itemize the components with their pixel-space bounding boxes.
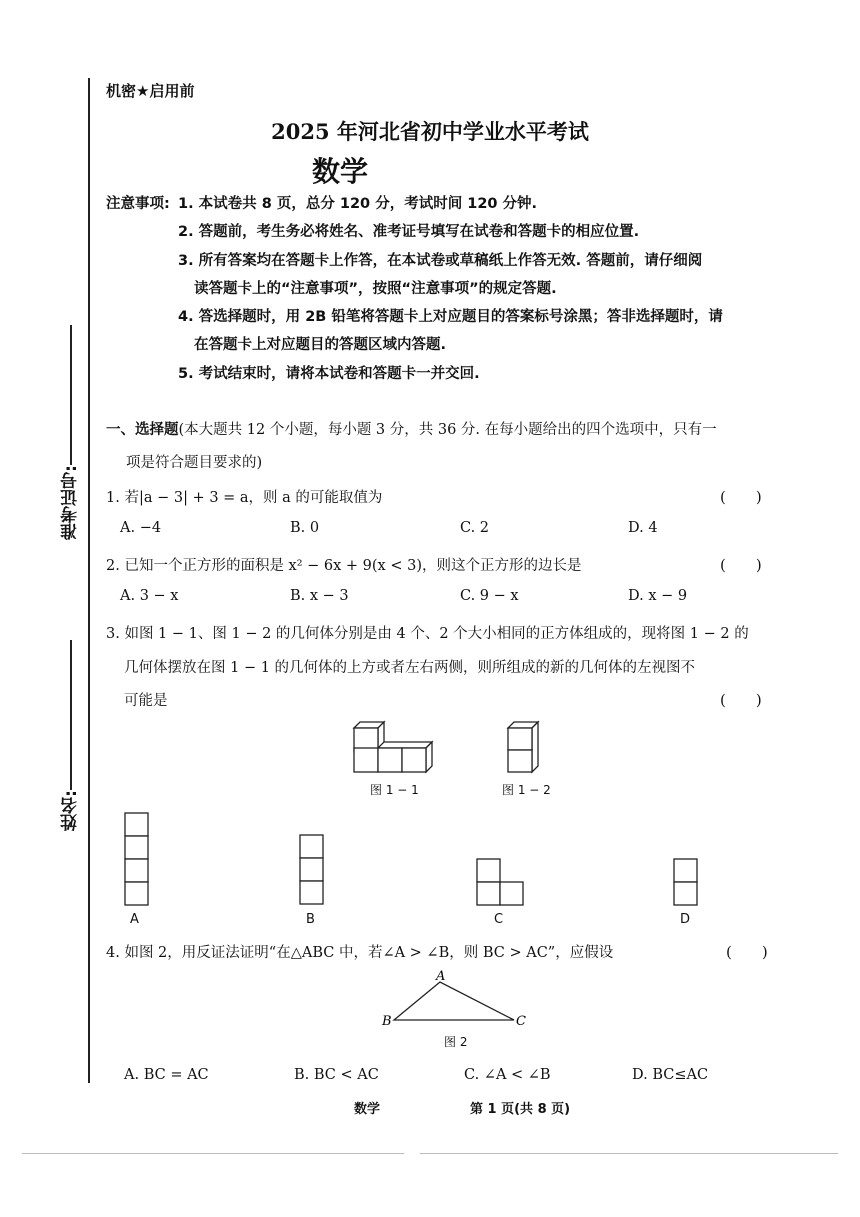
q1-stem: 1. 若|a − 3| + 3 = a，则 a 的可能取值为 bbox=[106, 490, 383, 506]
q3-option-a-figure bbox=[124, 812, 150, 908]
exam-title: 2025 年河北省初中学业水平考试 bbox=[271, 119, 589, 144]
bottom-divider-right bbox=[420, 1153, 838, 1154]
note-3a: 3. 所有答案均在答题卡上作答，在本试卷或草稿纸上作答无效. 答题前，请仔细阅 bbox=[178, 253, 703, 269]
figure-1-2 bbox=[502, 716, 542, 776]
section-desc-1: (本大题共 12 个小题，每小题 3 分，共 36 分. 在每小题给出的四个选项中，只有一 bbox=[178, 422, 717, 438]
vertex-c: C bbox=[516, 1014, 526, 1028]
figure-1-2-caption: 图 1 − 2 bbox=[502, 783, 551, 797]
q3-option-a-label: A bbox=[130, 912, 139, 927]
q2-answer-paren: ( ) bbox=[720, 556, 762, 574]
section-desc-2: 项是符合题目要求的) bbox=[126, 455, 263, 471]
q2-option-d: D. x − 9 bbox=[628, 588, 688, 604]
vertex-a: A bbox=[436, 969, 446, 984]
q1-option-b: B. 0 bbox=[290, 520, 320, 536]
section-heading bbox=[106, 418, 717, 439]
vertex-b: B bbox=[382, 1014, 392, 1028]
q4-option-a: A. BC = AC bbox=[124, 1067, 209, 1083]
note-5: 5. 考试结束时，请将本试卷和答题卡一并交回. bbox=[178, 366, 480, 382]
notes-label: 注意事项: bbox=[106, 196, 170, 212]
binding-line bbox=[88, 78, 90, 1083]
q1-option-c: C. 2 bbox=[460, 520, 490, 536]
section-title: 一、选择题 bbox=[106, 422, 179, 438]
q3-option-d-figure bbox=[673, 858, 699, 908]
q4-answer-paren: ( ) bbox=[726, 943, 768, 961]
figure-1-1 bbox=[348, 716, 438, 776]
q3-answer-paren: ( ) bbox=[720, 691, 762, 709]
q4-stem: 4. 如图 2，用反证法证明“在△ABC 中，若∠A > ∠B，则 BC > AC”，应假设 bbox=[106, 945, 614, 961]
bottom-divider-left bbox=[22, 1153, 404, 1154]
q2-option-b: B. x − 3 bbox=[290, 588, 349, 604]
note-3b: 读答题卡上的“注意事项”，按照“注意事项”的规定答题. bbox=[194, 281, 557, 297]
fig1-cubes bbox=[354, 722, 432, 772]
note-2: 2. 答题前，考生务必将姓名、准考证号填写在试卷和答题卡的相应位置. bbox=[178, 224, 640, 240]
q3-stem-3: 可能是 bbox=[124, 693, 168, 709]
name-blank bbox=[70, 640, 72, 790]
triangle-abc bbox=[394, 982, 514, 1020]
q3-option-c-label: C bbox=[494, 912, 504, 927]
exam-number-label: 准考证号: bbox=[61, 465, 81, 540]
name-label: 姓名: bbox=[61, 790, 81, 831]
q4-option-d: D. BC≤AC bbox=[632, 1067, 709, 1083]
q4-option-c: C. ∠A < ∠B bbox=[464, 1067, 551, 1083]
q4-option-b: B. BC < AC bbox=[294, 1067, 379, 1083]
q1-option-d: D. 4 bbox=[628, 520, 658, 536]
footer-page: 第 1 页(共 8 页) bbox=[470, 1102, 571, 1117]
q2-option-a: A. 3 − x bbox=[120, 588, 179, 604]
exam-number-blank bbox=[70, 325, 72, 465]
q3-option-d-label: D bbox=[680, 912, 691, 927]
figure-1-1-caption: 图 1 − 1 bbox=[370, 783, 419, 797]
figure-2-caption: 图 2 bbox=[444, 1035, 468, 1049]
q3-option-c-figure bbox=[476, 858, 526, 908]
q3-option-b-figure bbox=[299, 834, 325, 908]
q3-stem-2: 几何体摆放在图 1 − 1 的几何体的上方或者左右两侧，则所组成的新的几何体的左视图不 bbox=[124, 660, 696, 676]
q1-option-a: A. −4 bbox=[120, 520, 162, 536]
q2-option-c: C. 9 − x bbox=[460, 588, 519, 604]
note-1: 1. 本试卷共 8 页，总分 120 分，考试时间 120 分钟. bbox=[178, 196, 538, 212]
figure-2-triangle bbox=[378, 968, 538, 1028]
subject-title: 数学 bbox=[312, 155, 369, 188]
q2-stem: 2. 已知一个正方形的面积是 x² − 6x + 9(x < 3)，则这个正方形的边长是 bbox=[106, 558, 582, 574]
q3-stem-1: 3. 如图 1 − 1、图 1 − 2 的几何体分别是由 4 个、2 个大小相同的正方体组成的，现将图 1 − 2 的 bbox=[106, 626, 749, 642]
confidential-mark: 机密★启用前 bbox=[106, 82, 195, 100]
footer-subject: 数学 bbox=[354, 1102, 381, 1117]
note-4b: 在答题卡上对应题目的答题区域内答题. bbox=[194, 337, 447, 353]
q3-option-b-label: B bbox=[306, 912, 315, 927]
q1-answer-paren: ( ) bbox=[720, 488, 762, 506]
note-4a: 4. 答选择题时，用 2B 铅笔将答题卡上对应题目的答案标号涂黑；答非选择题时，请 bbox=[178, 309, 723, 325]
